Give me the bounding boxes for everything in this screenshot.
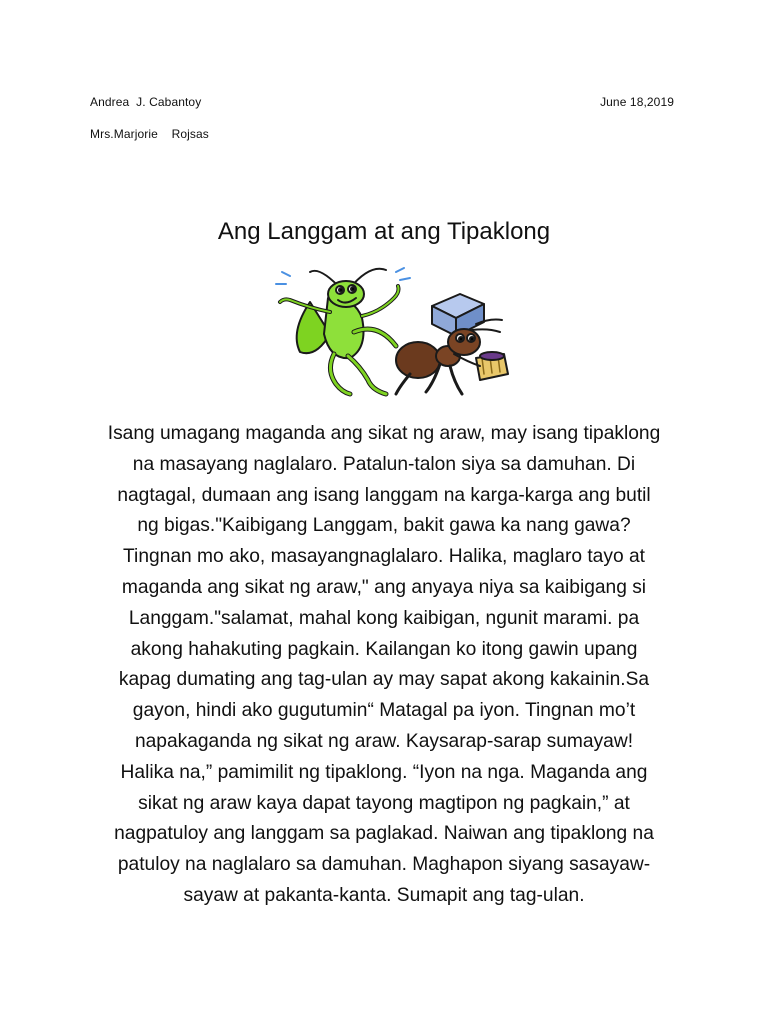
story-title: Ang Langgam at ang Tipaklong: [217, 218, 551, 245]
story-line: patuloy na naglalaro sa damuhan. Maghapon siyang sasayaw-: [117, 854, 651, 876]
story-line: sikat ng araw kaya dapat tayong magtipon ng pagkain,” at: [138, 792, 630, 814]
story-line: sayaw at pakanta-kanta. Sumapit ang tag-ulan.: [183, 884, 585, 906]
teacher-name: Mrs.Marjorie Rojsas: [90, 127, 209, 141]
author-name: Andrea J. Cabantoy: [90, 95, 202, 109]
grasshopper-icon: [276, 268, 410, 394]
story-illustration: [250, 262, 520, 408]
story-line: Isang umagang maganda ang sikat ng araw, may isang tipaklong: [107, 423, 661, 444]
story-line: Langgam."salamat, mahal kong kaibigan, ngunit marami. pa: [128, 607, 640, 629]
story-line: nagpatuloy ang langgam sa paglakad. Naiwan ang tipaklong na: [114, 823, 654, 845]
story-line: Halika na,” pamimilit ng tipaklong. “Iyon na nga. Maganda ang: [120, 761, 648, 783]
story-body: [80, 419, 688, 912]
document-date: June 18,2019: [600, 95, 674, 109]
story-line: maganda ang sikat ng araw," ang anyaya niya sa kaibigang si: [121, 576, 647, 598]
story-line: kapag dumating ang tag-ulan ay may sapat akong kakainin.Sa: [118, 669, 650, 691]
story-line: ng bigas."Kaibigang Langgam, bakit gawa ka nang gawa?: [137, 515, 631, 537]
story-line: Tingnan mo ako, masayangnaglalaro. Halika, maglaro tayo at: [123, 546, 645, 568]
story-line: na masayang naglalaro. Patalun-talon siya sa damuhan. Di: [132, 453, 636, 475]
story-line: gayon, hindi ako gugutumin“ Matagal pa iyon. Tingnan mo’t: [132, 700, 636, 722]
story-line: napakaganda ng sikat ng araw. Kaysarap-sarap sumayaw!: [134, 730, 634, 752]
ant-icon: [396, 294, 508, 394]
story-line: nagtagal, dumaan ang isang langgam na karga-karga ang butil: [117, 484, 651, 506]
story-line: akong hahakuting pagkain. Kailangan ko itong gawin upang: [130, 638, 638, 660]
